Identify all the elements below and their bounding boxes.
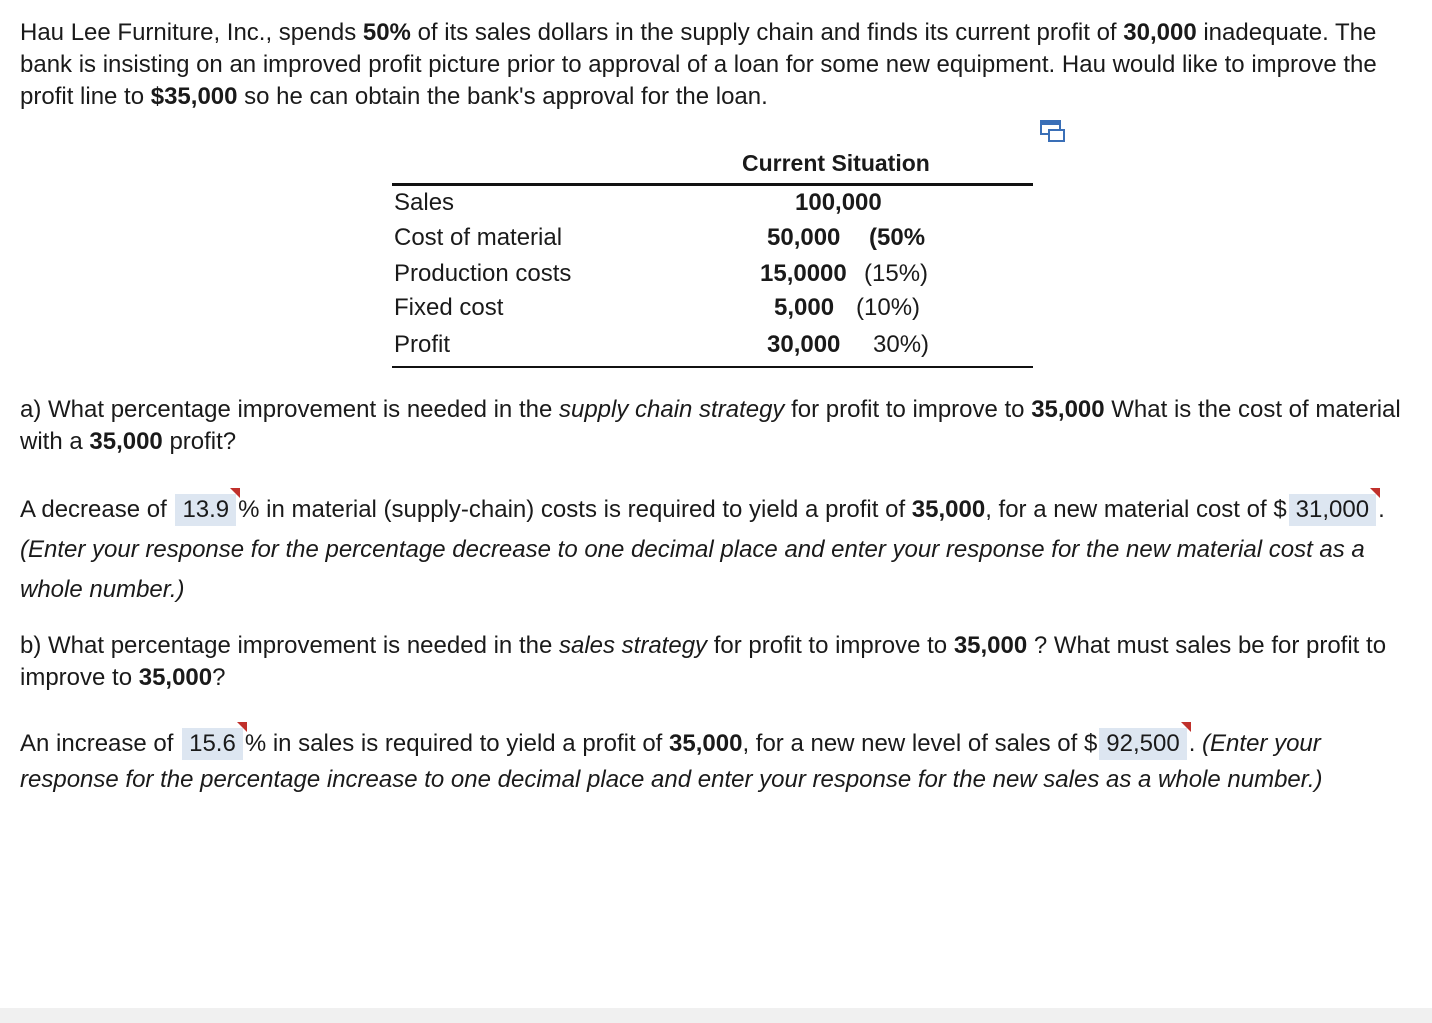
answer-b bbox=[20, 726, 1415, 798]
target-profit: $35,000 bbox=[150, 83, 238, 110]
row-percent: (10%) bbox=[856, 294, 921, 321]
qa-emphasis: supply chain strategy bbox=[558, 396, 785, 423]
aa-text-4: . bbox=[1378, 496, 1385, 523]
qa-profit: 35,000 bbox=[1031, 396, 1105, 423]
answer-a bbox=[20, 490, 1415, 610]
table-row-profit bbox=[392, 331, 1033, 367]
row-label: Profit bbox=[394, 331, 451, 358]
sales-increase-input[interactable]: 15.6 bbox=[182, 728, 243, 760]
intro-text-3: inadequate. The bank is insisting on an improved profit picture prior to approval of a loan for some new equipment. Hau would like to improve the profit line to bbox=[20, 19, 1377, 110]
qa-text-1: a) What percentage improvement is needed in the bbox=[20, 396, 559, 423]
qa-text-2: for profit to improve to bbox=[784, 396, 1032, 423]
intro-text-1: Hau Lee Furniture, Inc., spends bbox=[20, 19, 363, 46]
problem-intro bbox=[20, 17, 1415, 113]
question-a bbox=[20, 394, 1415, 458]
ab-text-3: , for a new new level of sales of $ bbox=[742, 730, 1098, 757]
new-sales-input[interactable]: 92,500 bbox=[1099, 728, 1186, 760]
aa-instructions: (Enter your response for the percentage decrease to one decimal place and enter your response for the new material cost as a whole number.) bbox=[20, 536, 1365, 603]
intro-text-4: so he can obtain the bank's approval for the loan. bbox=[237, 83, 768, 110]
table-row-production bbox=[392, 260, 1033, 296]
qa-text-3: What is the cost of material with a bbox=[20, 396, 1401, 455]
table-row-material bbox=[392, 224, 1033, 260]
row-value: 15,0000 bbox=[760, 260, 847, 287]
aa-profit: 35,000 bbox=[911, 496, 986, 523]
qa-profit-2: 35,000 bbox=[89, 428, 163, 455]
row-label: Sales bbox=[394, 189, 455, 216]
table-row-fixed bbox=[392, 294, 1033, 330]
row-label: Cost of material bbox=[394, 224, 563, 251]
qa-text-4: profit? bbox=[162, 428, 237, 455]
ab-instructions: (Enter your response for the percentage increase to one decimal place and enter your response for the new sales as a whole number.) bbox=[20, 730, 1323, 793]
qb-text-4: ? bbox=[212, 664, 226, 691]
qb-profit-2: 35,000 bbox=[138, 664, 213, 691]
copy-icon[interactable] bbox=[1040, 120, 1066, 144]
row-label: Fixed cost bbox=[394, 294, 504, 321]
qb-text-2: for profit to improve to bbox=[707, 632, 954, 659]
table-top-rule bbox=[392, 183, 1033, 186]
table-bottom-rule bbox=[392, 366, 1033, 368]
ab-text-2: % in sales is required to yield a profit of bbox=[244, 730, 670, 757]
row-value: 50,000 bbox=[767, 224, 841, 251]
aa-text-2: % in material (supply-chain) costs is required to yield a profit of bbox=[238, 496, 912, 523]
table-row-sales bbox=[392, 189, 1033, 225]
aa-text-3: , for a new material cost of bbox=[985, 496, 1267, 523]
material-decrease-input[interactable]: 13.9 bbox=[175, 494, 236, 526]
qb-text-1: b) What percentage improvement is needed in the bbox=[20, 632, 559, 659]
row-percent: 30%) bbox=[873, 331, 930, 358]
material-cost-input[interactable]: 31,000 bbox=[1289, 494, 1376, 526]
row-value: 5,000 bbox=[774, 294, 835, 321]
ab-text-4: . bbox=[1188, 730, 1203, 757]
ab-profit: 35,000 bbox=[669, 730, 743, 757]
qb-emphasis: sales strategy bbox=[558, 632, 708, 659]
ab-text-1: An increase of bbox=[20, 730, 181, 757]
footer-strip bbox=[0, 1008, 1432, 1023]
row-percent: (15%) bbox=[864, 260, 929, 287]
aa-text-1: A decrease of bbox=[20, 496, 174, 523]
qb-text-3: ? What must sales be for profit to improve to bbox=[20, 632, 1387, 691]
table-header: Current Situation bbox=[742, 150, 930, 176]
spend-percent: 50% bbox=[362, 19, 411, 46]
aa-currency: $ bbox=[1273, 496, 1287, 523]
current-profit: 30,000 bbox=[1123, 19, 1197, 46]
row-value: 100,000 bbox=[795, 189, 882, 216]
row-value: 30,000 bbox=[767, 331, 841, 358]
row-label: Production costs bbox=[394, 260, 572, 287]
qb-profit: 35,000 bbox=[953, 632, 1028, 659]
row-percent: (50% bbox=[869, 224, 926, 251]
question-b bbox=[20, 630, 1415, 694]
intro-text-2: of its sales dollars in the supply chain and finds its current profit of bbox=[410, 19, 1124, 46]
